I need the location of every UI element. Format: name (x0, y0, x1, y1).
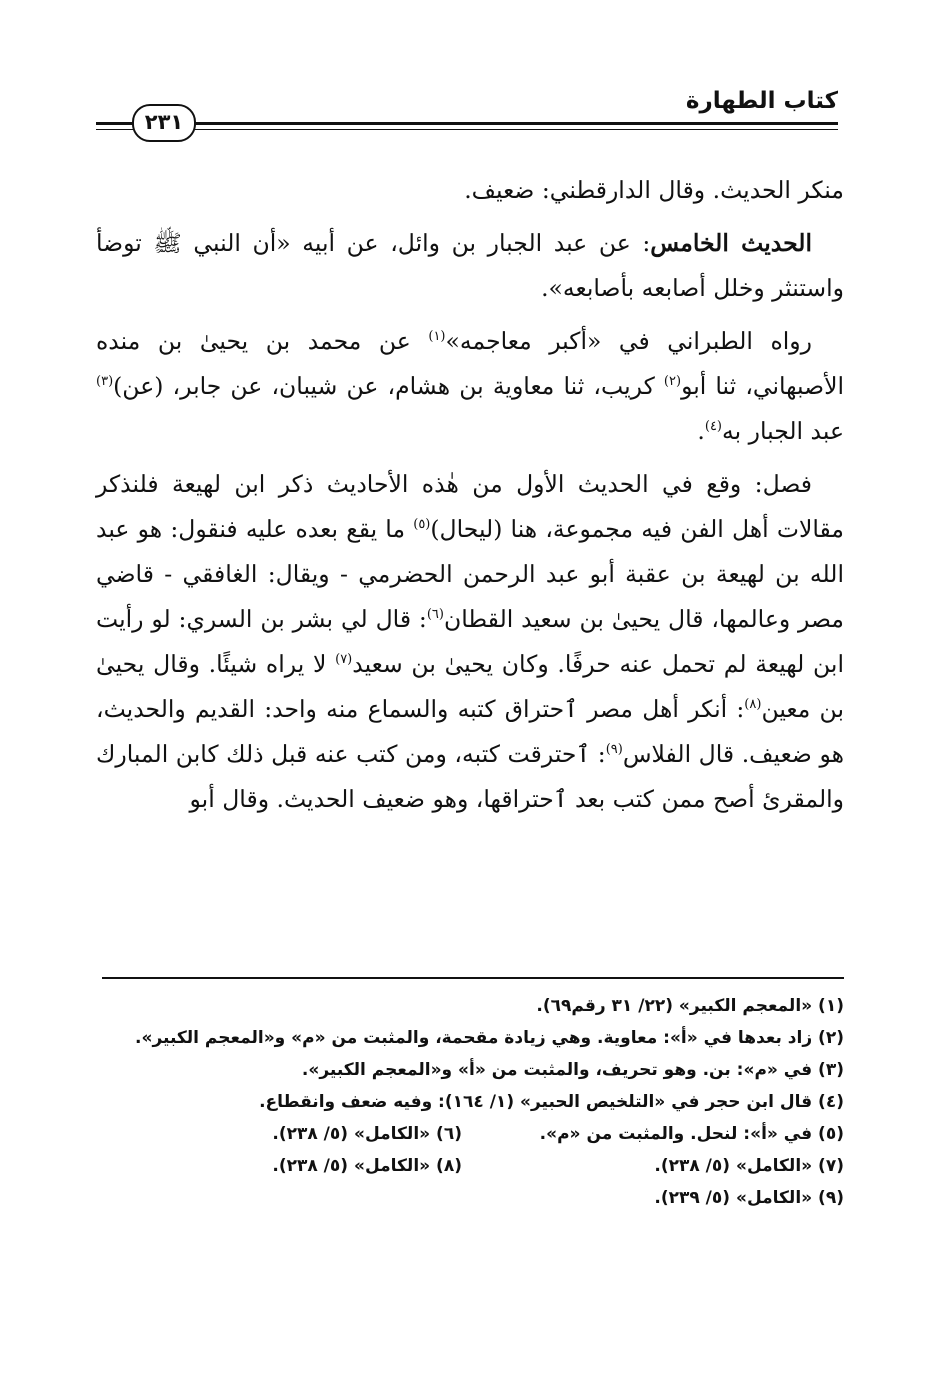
paragraph-3 (96, 319, 844, 454)
footnote-ref-2[interactable]: (٢) (663, 374, 682, 390)
footnote-ref-4[interactable]: (٤) (704, 419, 722, 435)
paragraph-3-text-e: . (697, 417, 705, 445)
footnote-ref-6[interactable]: (٦) (426, 607, 444, 623)
paragraph-4-text-f: : ٱحترقت كتبه، ومن كتب عنه قبل ذلك كابن المبارك والمقرئ أصح ممن كتب بعد ٱحتراقها، وهو ضعيف الحديث. وقال أبو (96, 740, 844, 813)
footnote-ref-8[interactable]: (٨) (744, 697, 762, 713)
footnote-2: (٢) زاد بعدها في «أ»: معاوية. وهي زيادة مقحمة، والمثبت من «م» و«المعجم الكبير». (135, 1028, 844, 1048)
paragraph-4-text-d: لا يراه شيئًا. وقال يحيىٰ بن معين (96, 650, 844, 723)
paragraph-3-text-b: عن محمد بن يحيىٰ بن منده الأصبهاني، ثنا أبو (96, 327, 844, 400)
footnote-3: (٣) في «م»: بن. وهو تحريف، والمثبت من «أ» و«المعجم الكبير». (301, 1060, 844, 1080)
paragraph-3-text-d: عبد الجبار به (722, 417, 844, 445)
paragraph-1 (96, 168, 844, 213)
paragraph-4-text-b: ما يقع بعده عليه فنقول: هو عبد الله بن لهيعة بن عقبة أبو عبد الرحمن الحضرمي - ويقال: الغافقي - قاضي مصر وعالمها، قال يحيىٰ بن سعيد القطان (96, 515, 844, 633)
footnote-ref-5[interactable]: (٥) (413, 517, 431, 533)
paragraph-1-text: منكر الحديث. وقال الدارقطني: ضعيف. (464, 176, 844, 204)
paragraph-4-text-e: : أنكر أهل مصر ٱحتراق كتبه والسماع منه واحد: القديم والحديث، هو ضعيف. قال الفلاس (96, 695, 844, 768)
paragraph-2-text: : عن عبد الجبار بن وائل، عن أبيه «أن النبي ﷺ توضأ واستنثر وخلل أصابعه بأصابعه». (96, 229, 844, 302)
footnote-7: (٧) «الكامل» (٥/ ٢٣٨). (654, 1156, 844, 1176)
main-text (96, 168, 844, 830)
footnote-8: (٨) «الكامل» (٥/ ٢٣٨). (272, 1156, 462, 1176)
running-header (96, 80, 838, 146)
footnote-5: (٥) في «أ»: لنحل. والمثبت من «م». (539, 1124, 844, 1144)
paragraph-4-text-c: : قال لي بشر بن السري: لو رأيت ابن لهيعة لم تحمل عنه حرفًا. وكان يحيىٰ بن سعيد (96, 605, 844, 678)
footnote-row-5-6 (102, 1118, 844, 1150)
footnote-9: (٩) «الكامل» (٥/ ٢٣٩). (654, 1188, 844, 1208)
header-rule-thin (96, 129, 838, 130)
footnote-ref-3[interactable]: (٣) (96, 374, 114, 390)
book-title: كتاب الطهارة (685, 88, 838, 114)
paragraph-2 (96, 221, 844, 311)
paragraph-4-text-a: فصل: وقع في الحديث الأول من هٰذه الأحاديث ذكر ابن لهيعة فلنذكر مقالات أهل الفن فيه مجموعة، هنا (ليحال) (96, 470, 844, 543)
footnote-row-7-8 (102, 1150, 844, 1182)
hadith-heading: الحديث الخامس (650, 229, 812, 257)
paragraph-3-text-a: رواه الطبراني في «أكبر معاجمه» (445, 327, 812, 355)
footnote-1: (١) «المعجم الكبير» (٢٢/ ٣١ رقم٦٩). (536, 996, 844, 1016)
footnote-4: (٤) قال ابن حجر في «التلخيص الحبير» (١/ ١٦٤): وفيه ضعف وانقطاع. (259, 1092, 844, 1112)
footnote-ref-7[interactable]: (٧) (335, 652, 353, 668)
page-number: ٢٣١ (132, 104, 196, 142)
footnote-6: (٦) «الكامل» (٥/ ٢٣٨). (272, 1124, 462, 1144)
footnotes (102, 990, 844, 1214)
footnote-ref-1[interactable]: (١) (428, 329, 446, 345)
header-rule-thick (96, 122, 838, 125)
paragraph-4 (96, 462, 844, 822)
footnote-separator (102, 977, 844, 979)
footnote-ref-9[interactable]: (٩) (605, 742, 623, 758)
paragraph-3-text-c: كريب، ثنا معاوية بن هشام، عن شيبان، عن جابر، (عن) (113, 372, 664, 400)
